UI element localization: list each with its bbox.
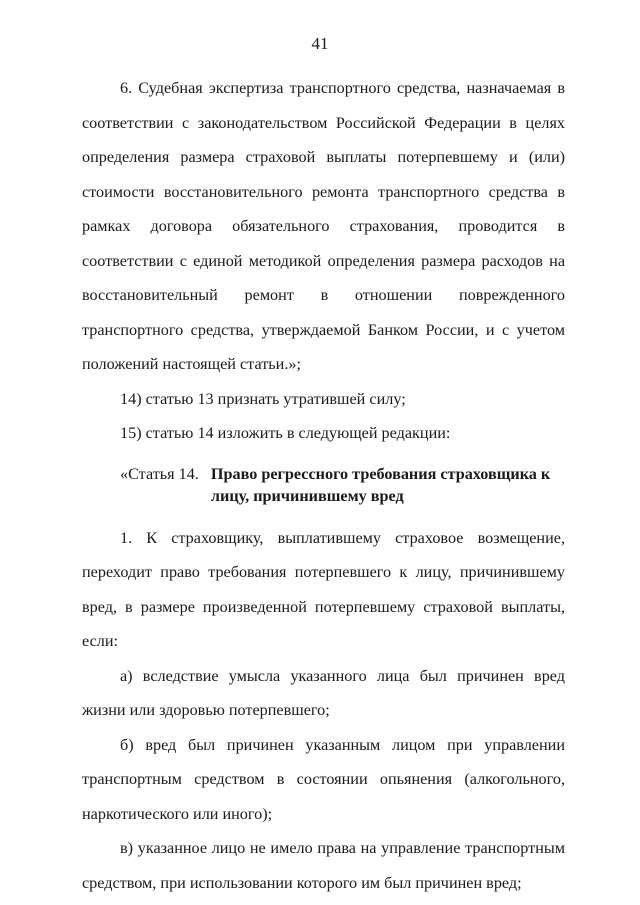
paragraph-subitem-v: в) указанное лицо не имело права на управление транспортным средством, при использовании которого им был причинен вред; <box>82 839 565 892</box>
paragraph-subitem-a: а) вследствие умысла указанного лица был причинен вред жизни или здоровью потерпевшего; <box>82 666 565 719</box>
article-title: Право регрессного требования страховщика к лицу, причинившему вред <box>210 464 551 505</box>
paragraph-subitem-b: б) вред был причинен указанным лицом при управлении транспортным средством в состоянии опьянения (алкогольного, наркотического или иного); <box>82 735 565 823</box>
document-body <box>82 71 565 900</box>
paragraph-6-expertise: 6. Судебная экспертиза транспортного средства, назначаемая в соответствии с законодательством Российской Федерации в целях определения размера страховой выплаты потерпевшему и (или) стоимости восстановительного ремонта транспортного средства в рамках договора обязательного страхования, проводится в соответствии с единой методикой определения размера расходов на восстановительный ремонт в отношении поврежденного транспортного средства, утверждаемой Банком России, и с учетом положений настоящей статьи.»; <box>82 79 565 373</box>
paragraph-item-15: 15) статью 14 изложить в следующей редакции: <box>120 424 451 442</box>
paragraph-item-14: 14) статью 13 признать утратившей силу; <box>120 389 406 408</box>
paragraph-article-14-part-1: 1. К страховщику, выплатившему страховое возмещение, переходит право требования потерпевшего к лицу, причинившему вред, в размере произведенной потерпевшему страховой выплаты, если: <box>82 528 565 650</box>
page-number: 41 <box>311 34 329 53</box>
article-heading <box>82 463 565 507</box>
article-label: «Статья 14. <box>120 464 199 483</box>
